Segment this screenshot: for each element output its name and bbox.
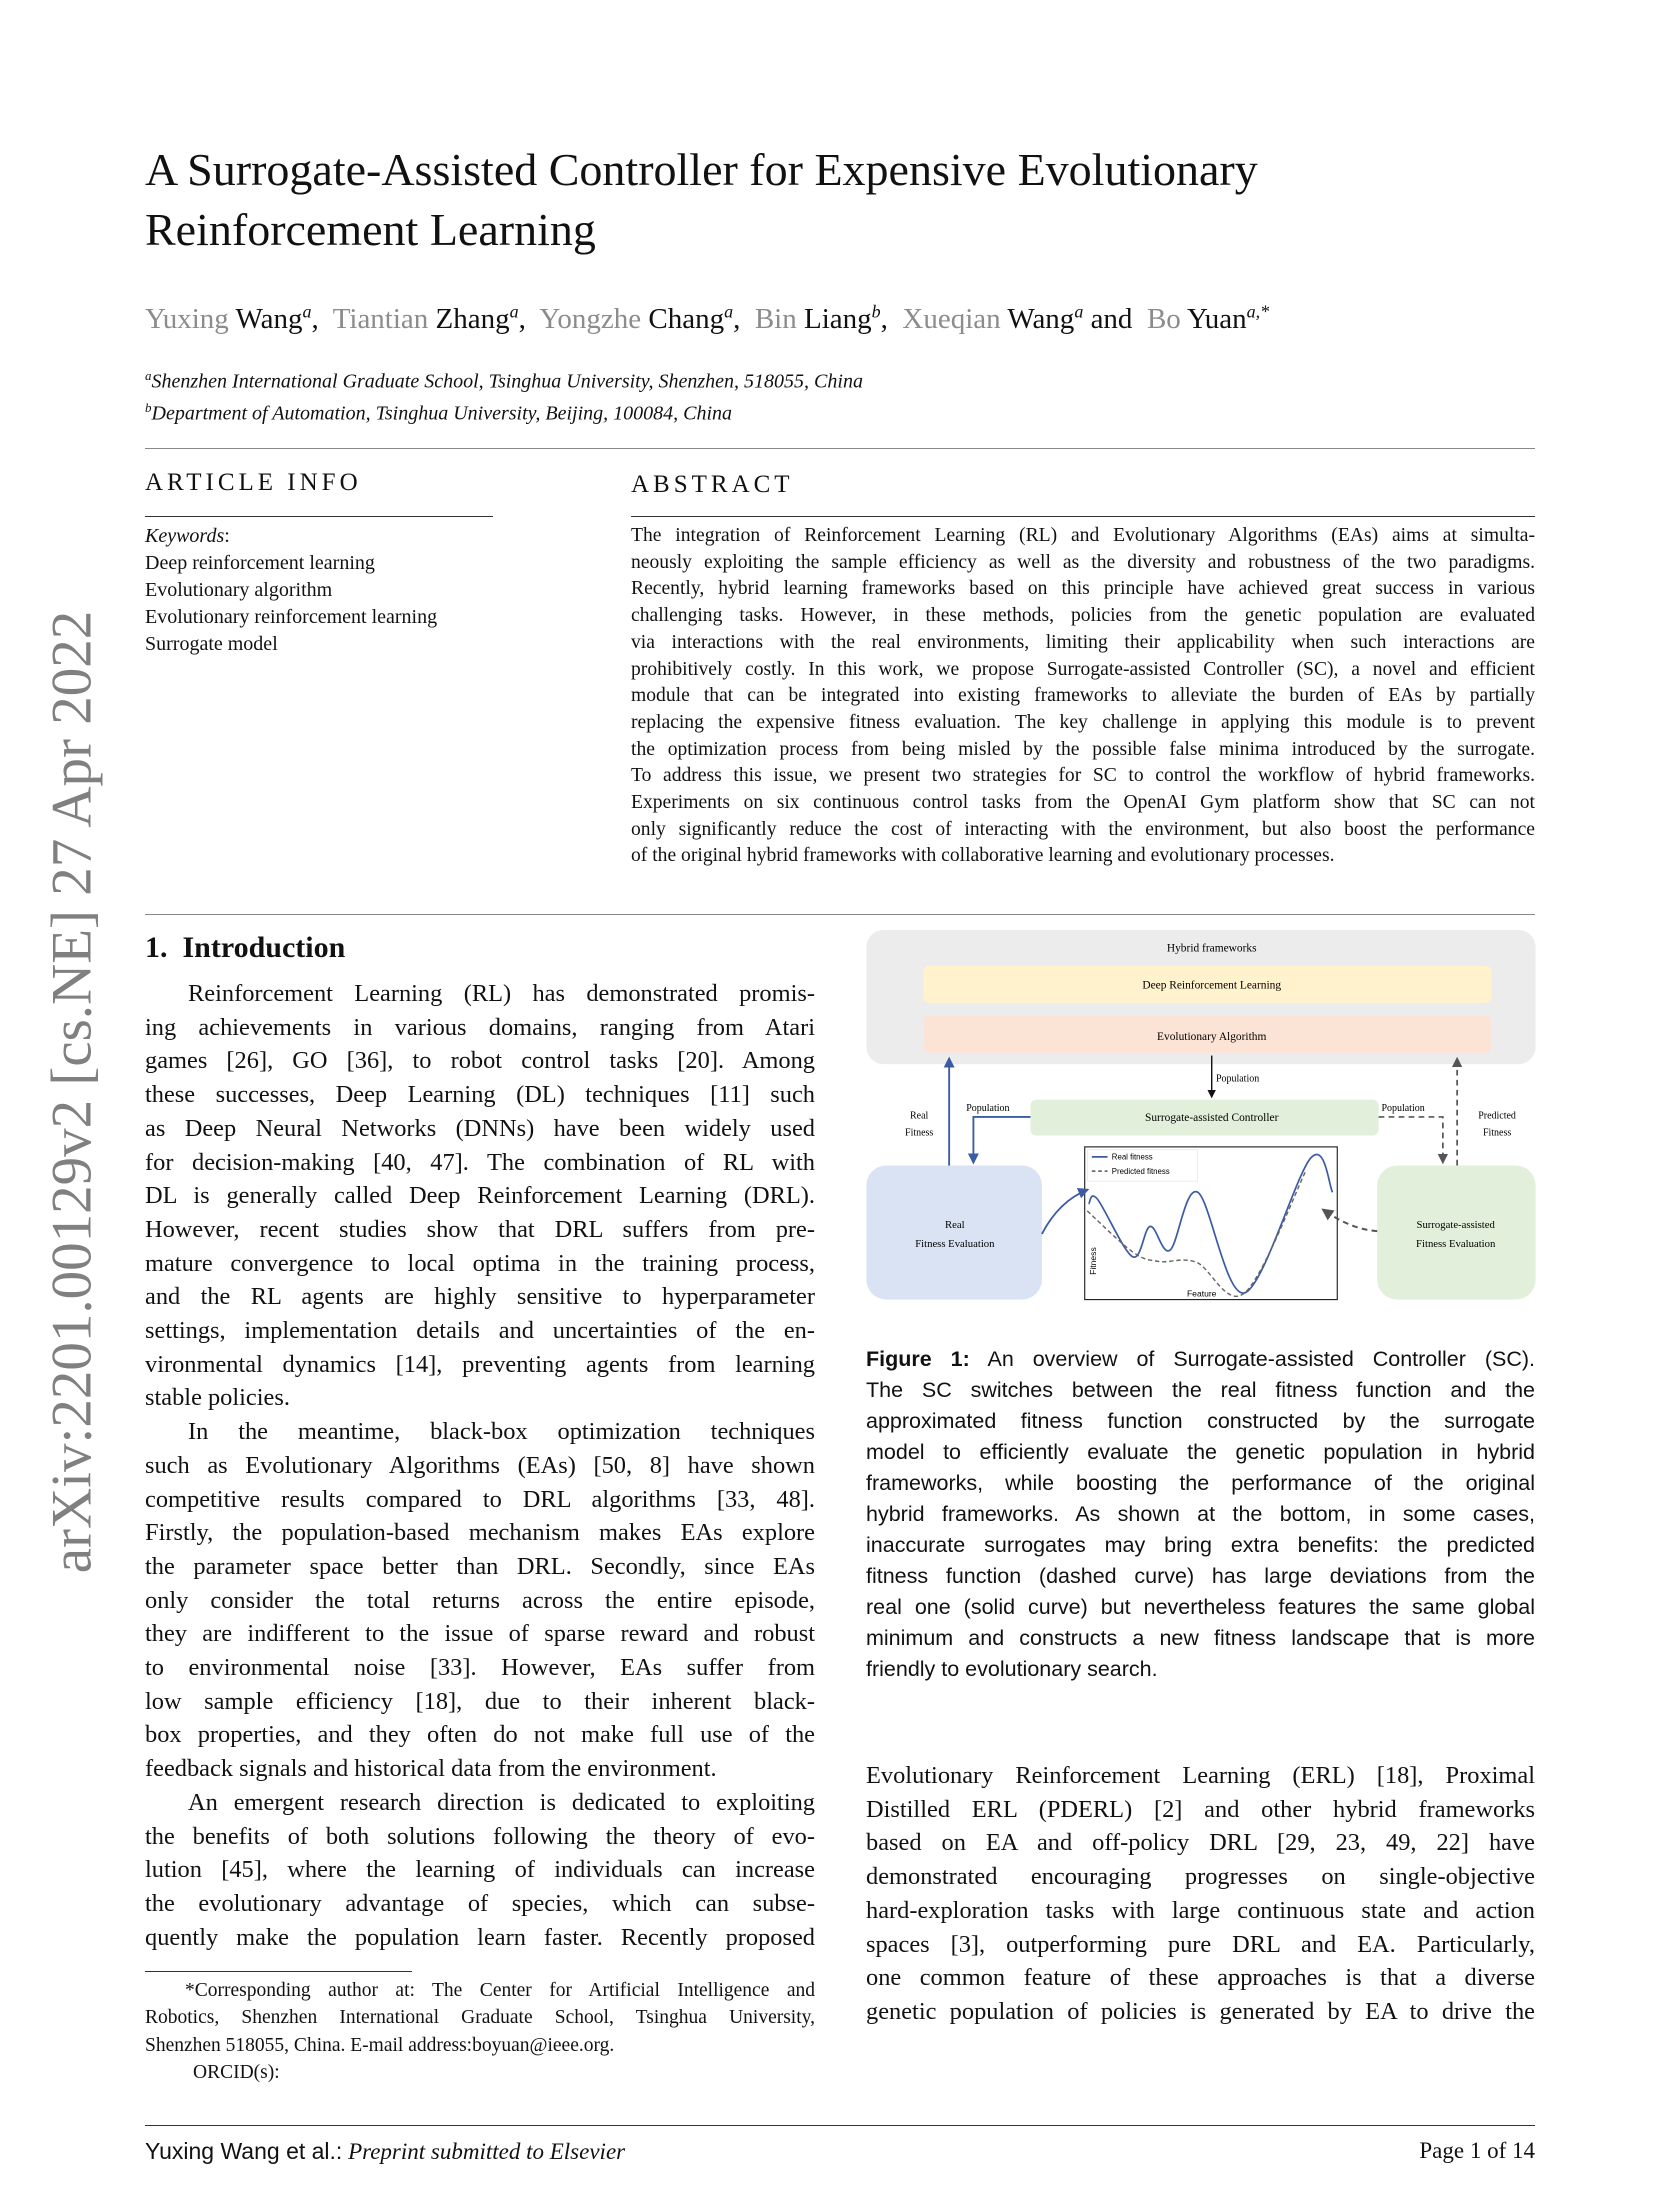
body-line: these successes, Deep Learning (DL) techniques [11] such [145,1081,815,1109]
author-separator: , [518,302,540,335]
author-first-name: Tiantian [332,302,429,335]
body-line: low sample efficiency [18], due to their inherent black- [145,1687,815,1715]
abstract-heading: ABSTRACT [631,471,794,498]
abstract-text [631,523,1535,870]
body-line: and the RL agents are highly sensitive to hyperparameter [145,1283,815,1311]
author-list [145,292,1269,338]
author-last-name: Chang [648,302,725,335]
footnote-line: Robotics, Shenzhen International Graduate School, Tsinghua University, [145,2007,815,2029]
body-line: Firstly, the population-based mechanism makes EAs explore [145,1519,815,1547]
body-line: the evolutionary advantage of species, which can subse- [145,1889,815,1917]
surrogate-eval-label: Surrogate-assisted [1416,1219,1495,1232]
caption-line: The SC switches between the real fitness function and the [866,1378,1535,1402]
orcid-line: ORCID(s): [193,2061,280,2083]
surrogate-eval-box [1377,1165,1535,1299]
body-line: ing achievements in various domains, ranging from Atari [145,1013,815,1041]
hybrid-label: Hybrid frameworks [1166,942,1257,955]
body-line: such as Evolutionary Algorithms (EAs) [50, 8] have shown [145,1451,815,1479]
caption-line: Figure 1: An overview of Surrogate-assisted Controller (SC). [866,1347,1535,1371]
body-line: Distilled ERL (PDERL) [2] and other hybrid frameworks [866,1795,1535,1823]
divider [145,448,1535,449]
author-separator: , [311,302,333,335]
predicted-fitness-label: Fitness [1482,1127,1512,1139]
predicted-fitness-label: Predicted [1478,1110,1516,1122]
body-line: stable policies. [145,1384,290,1412]
author-last-name: Zhang [435,302,510,335]
caption-line: hybrid frameworks. As shown at the bottom, in some cases, [866,1502,1535,1526]
drl-label: Deep Reinforcement Learning [1142,979,1282,992]
author-affiliation-marker: a [1074,301,1084,321]
legend-real: Real fitness [1111,1152,1153,1162]
right-column-text [866,1759,1535,2029]
author-first-name: Xueqian [902,302,1001,335]
abstract-line: Experiments on six continuous control tasks from the OpenAI Gym platform show that SC can not [631,792,1535,814]
body-line: An emergent research direction is dedicated to exploiting [188,1788,815,1816]
author-affiliation-marker: a [509,301,519,321]
footnote-divider [145,1971,412,1972]
affiliation-b [145,394,732,428]
real-eval-label: Fitness Evaluation [915,1237,995,1250]
abstract-line: challenging tasks. However, in these methods, policies from the genetic population are evaluated [631,605,1535,627]
author-affiliation-marker: a [724,301,734,321]
body-line: demonstrated encouraging progresses on single-objective [866,1863,1535,1891]
author-affiliation-marker: b [871,301,881,321]
arxiv-stamp: arXiv:2201.00129v2 [cs.NE] 27 Apr 2022 [40,610,104,1574]
abstract-line: the optimization process from being misled by the possible false minima introduced by the surrogate. [631,738,1535,760]
author-first-name: Yongzhe [539,302,642,335]
legend-predicted: Predicted fitness [1111,1167,1170,1177]
author-last-name: Wang [1007,302,1075,335]
body-line: Reinforcement Learning (RL) has demonstrated promis- [188,980,815,1007]
axis-x-label: Feature [1186,1288,1217,1299]
population-arrow-left [973,1117,1030,1163]
author [539,303,755,335]
population-arrow-right [1379,1117,1443,1163]
caption-line: approximated fitness function constructed by the surrogate [866,1409,1535,1433]
author-last-name: Wang [235,302,303,335]
population-label: Population [1215,1073,1260,1085]
author-last-name: Yuan [1186,302,1247,335]
body-line: quently make the population learn faster. Recently proposed [145,1923,815,1951]
abstract-line: via interactions with the real environments, limiting their applicability when such interactions are [631,631,1535,653]
author-separator: and [1083,302,1147,335]
abstract-line: replacing the expensive fitness evaluation. The key challenge in applying this module is to prevent [631,711,1535,733]
body-line: spaces [3], outperforming pure DRL and EA. Particularly, [866,1930,1535,1958]
body-line: box properties, and they often do not make full use of the [145,1721,815,1749]
keyword: Surrogate model [145,633,278,655]
author [755,303,903,335]
author [333,303,540,335]
footer-divider [145,2125,1535,2126]
footer-venue: Preprint submitted to Elsevier [348,2139,626,2164]
population-label: Population [1381,1103,1425,1115]
affiliation-marker: a [145,368,152,383]
body-line: one common feature of these approaches is that a diverse [866,1964,1535,1992]
body-line: DL is generally called Deep Reinforcement Learning (DRL). [145,1182,815,1210]
author-separator: , [880,302,903,335]
surrogate-eval-label: Fitness Evaluation [1416,1237,1496,1250]
body-line: hard-exploration tasks with large continuous state and action [866,1896,1535,1924]
affiliation-text: Department of Automation, Tsinghua University, Beijing, 100084, China [151,402,733,425]
page-number: Page 1 of 14 [1419,2138,1535,2163]
axis-y-label: Fitness [1088,1247,1099,1275]
abstract-line: The integration of Reinforcement Learning (RL) and Evolutionary Algorithms (EAs) aims at simulta- [631,525,1535,546]
body-line: they are indifferent to the issue of sparse reward and robust [145,1620,815,1648]
author [902,303,1147,335]
caption-line: friendly to evolutionary search. [866,1657,1158,1681]
caption-line: inaccurate surrogates may bring extra benefits: the predicted [866,1533,1535,1557]
body-line: to environmental noise [33]. However, EAs suffer from [145,1654,815,1682]
body-line: In the meantime, black-box optimization techniques [188,1418,815,1446]
body-line: mature convergence to local optima in the training process, [145,1249,815,1277]
footer-authors: Yuxing Wang et al.: [145,2138,343,2164]
body-line: only consider the total returns across the entire episode, [145,1586,815,1614]
abstract-line: prohibitively costly. In this work, we propose Surrogate-assisted Controller (SC), a novel and efficient [631,658,1535,680]
population-label: Population [966,1103,1010,1115]
affiliation-text: Shenzhen International Graduate School, Tsinghua University, Shenzhen, 518055, China [151,370,863,393]
author-first-name: Bo [1146,302,1181,335]
footnote [145,1977,815,2086]
body-line: competitive results compared to DRL algorithms [33, 48]. [145,1485,815,1513]
affiliation-marker: b [145,400,152,415]
body-line: for decision-making [40, 47]. The combination of RL with [145,1148,815,1176]
author-affiliation-marker: a,* [1246,301,1270,321]
author-affiliation-marker: a [302,301,312,321]
body-line: as Deep Neural Networks (DNNs) have been widely used [145,1114,815,1142]
abstract-line: module that can be integrated into existing frameworks to alleviate the burden of EAs by partially [631,685,1535,707]
divider [631,516,1535,517]
figure-caption [866,1344,1535,1685]
footer-left [145,2136,625,2167]
body-line: based on EA and off-policy DRL [29, 23, 49, 22] have [866,1829,1535,1857]
real-fitness-label: Fitness [905,1127,934,1139]
abstract-line: only significantly reduce the cost of interacting with the environment, but also boost the performance [631,818,1535,840]
caption-line: real one (solid curve) but nevertheless features the same global [866,1595,1535,1619]
body-line: feedback signals and historical data from the environment. [145,1755,717,1783]
caption-line: frameworks, while boosting the performance of the original [866,1471,1535,1495]
abstract-line: of the original hybrid frameworks with collaborative learning and evolutionary processes. [631,845,1335,867]
footnote-line: Shenzhen 518055, China. E-mail address:boyuan@ieee.org. [145,2034,615,2056]
body-line: lution [45], where the learning of individuals can increase [145,1856,815,1884]
article-info-heading: ARTICLE INFO [145,469,362,496]
body-line: the benefits of both solutions following the theory of evo- [145,1822,815,1850]
title-line: Reinforcement Learning [145,204,596,255]
divider [145,516,493,517]
abstract-line: To address this issue, we present two strategies for SC to control the workflow of hybrid frameworks. [631,765,1535,787]
keyword: Evolutionary reinforcement learning [145,606,438,628]
body-line: Evolutionary Reinforcement Learning (ERL) [18], Proximal [866,1762,1535,1789]
figure-1 [866,930,1536,1301]
body-line: settings, implementation details and uncertainties of the en- [145,1317,815,1345]
real-fitness-label: Real [910,1110,929,1122]
abstract-line: Recently, hybrid learning frameworks based on this principle have achieved great success in various [631,578,1535,600]
left-column-text [145,977,815,1954]
author-separator: , [733,302,755,335]
keywords-label: Keywords: [145,525,230,547]
body-line: vironmental dynamics [14], preventing agents from learning [145,1350,815,1378]
divider [145,914,1535,915]
keyword: Deep reinforcement learning [145,552,375,574]
keyword: Evolutionary algorithm [145,579,333,601]
footnote-line: *Corresponding author at: The Center for Artificial Intelligence and [185,1980,815,2001]
author [145,303,333,335]
author-first-name: Yuxing [145,302,229,335]
body-line: However, recent studies show that DRL suffers from pre- [145,1215,815,1243]
affiliation-a [145,362,863,396]
caption-line: fitness function (dashed curve) has large deviations from the [866,1564,1535,1588]
body-line: genetic population of policies is generated by EA to drive the [866,1997,1535,2025]
author-first-name: Bin [754,302,797,335]
caption-line: model to efficiently evaluate the genetic population in hybrid [866,1440,1535,1464]
caption-line: minimum and constructs a new fitness landscape that is more [866,1626,1535,1650]
keywords [145,523,437,658]
sc-label: Surrogate-assisted Controller [1145,1112,1279,1125]
author-last-name: Liang [804,302,872,335]
author [1147,303,1269,335]
title-line: A Surrogate-Assisted Controller for Expensive Evolutionary [145,144,1258,195]
section-heading: 1. Introduction [145,931,346,964]
ea-label: Evolutionary Algorithm [1157,1030,1267,1043]
body-line: the parameter space better than DRL. Secondly, since EAs [145,1552,815,1580]
paper-title [145,140,1545,260]
real-eval-label: Real [945,1219,965,1232]
abstract-line: neously exploiting the sample efficiency as well as the diversity and robustness of the two paradigms. [631,551,1535,573]
real-eval-box [866,1165,1042,1299]
body-line: games [26], GO [36], to robot control tasks [20]. Among [145,1047,815,1075]
curved-arrow-real [1042,1190,1088,1234]
